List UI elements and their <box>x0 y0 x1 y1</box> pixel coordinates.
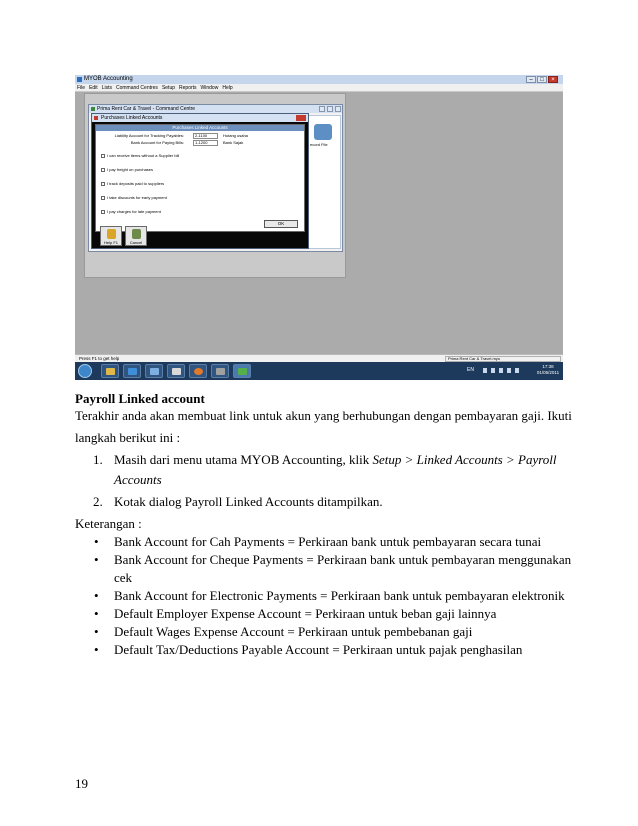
step-1-number: 1. <box>93 452 103 467</box>
option-label: I track deposits paid to suppliers <box>107 181 165 186</box>
checkbox[interactable] <box>101 182 105 186</box>
status-bar <box>75 354 563 362</box>
document-icon <box>172 368 181 375</box>
liability-account-field[interactable]: 2-1100 <box>193 133 218 139</box>
help-button[interactable] <box>100 226 122 246</box>
taskbar-media-button[interactable] <box>123 364 141 378</box>
close-button[interactable]: × <box>548 76 558 83</box>
network-icon[interactable] <box>499 368 503 373</box>
record-file-icon[interactable] <box>314 124 332 140</box>
liability-account-label: Liability Account for Tracking Payables: <box>114 133 184 138</box>
menu-window[interactable]: Window <box>200 85 219 91</box>
bullet-item: Default Tax/Deductions Payable Account = Perkiraan untuk pajak penghasilan <box>114 642 523 657</box>
bullet-item: Bank Account for Cah Payments = Perkiraan bank untuk pembayaran secara tunai <box>114 534 542 549</box>
cc-maximize-button[interactable] <box>327 106 333 112</box>
command-centre-title: Prima Rent Car & Travel - Command Centre <box>97 106 196 112</box>
step-1-text <box>114 452 557 467</box>
media-icon <box>128 368 137 375</box>
command-centre-title-bar <box>89 105 342 113</box>
liability-account-name: Hutang usaha <box>223 133 248 138</box>
tray-arrow-icon[interactable] <box>483 368 487 373</box>
clock[interactable] <box>535 364 561 376</box>
command-centre-icon <box>91 107 95 111</box>
command-centre-side-panel <box>307 115 341 249</box>
bullet-marker: • <box>94 552 99 567</box>
checkbox[interactable] <box>101 154 105 158</box>
menu-edit[interactable]: Edit <box>89 85 98 91</box>
menu-setup[interactable]: Setup <box>161 85 176 91</box>
bullet-item: Bank Account for Electronic Payments = Perkiraan bank untuk pembayaran elektronik <box>114 588 565 603</box>
dialog-title: Purchases Linked Accounts <box>101 115 163 121</box>
step-1-menu-path-cont: Accounts <box>114 472 162 487</box>
step-1-text-plain: Masih dari menu utama MYOB Accounting, klik <box>114 452 373 467</box>
dialog-icon <box>94 116 98 120</box>
minimize-button[interactable]: – <box>526 76 536 83</box>
taskbar-explorer-button[interactable] <box>101 364 119 378</box>
cc-close-button[interactable] <box>335 106 341 112</box>
liability-account-row <box>96 133 304 139</box>
menu-lists[interactable]: Lists <box>101 85 112 91</box>
flag-icon[interactable] <box>491 368 495 373</box>
cancel-button-label: Cancel <box>129 240 143 245</box>
step-2-number: 2. <box>93 494 103 509</box>
menu-help[interactable]: Help <box>222 85 233 91</box>
start-button[interactable] <box>78 364 92 378</box>
taskbar-picture-button[interactable] <box>145 364 163 378</box>
bank-account-label: Bank Account for Paying Bills: <box>130 140 184 145</box>
option-label: I can receive items without a Supplier bill <box>107 153 180 158</box>
option-label: I pay freight on purchases <box>107 167 154 172</box>
ok-button[interactable]: OK <box>264 220 298 228</box>
step-1-text-cont <box>114 472 162 487</box>
clock-time: 17:38 <box>542 364 554 369</box>
section-heading: Payroll Linked account <box>75 391 205 406</box>
dialog-close-button[interactable] <box>296 115 306 121</box>
menu-bar <box>75 84 563 92</box>
windows-taskbar <box>75 362 563 380</box>
dialog-panel <box>95 124 305 232</box>
menu-reports[interactable]: Reports <box>179 85 197 91</box>
myob-icon <box>238 368 247 375</box>
bullet-marker: • <box>94 606 99 621</box>
clock-date: 01/05/2011 <box>536 370 560 375</box>
app-title: MYOB Accounting <box>84 76 133 82</box>
myob-app-icon <box>77 77 82 82</box>
language-indicator[interactable]: EN <box>467 367 474 373</box>
cc-minimize-button[interactable] <box>319 106 325 112</box>
menu-file[interactable]: File <box>77 85 86 91</box>
option-label: I pay charges for late payment <box>107 209 161 214</box>
bullet-item: Default Wages Expense Account = Perkiraan untuk pembebanan gaji <box>114 624 473 639</box>
system-tray <box>465 362 563 380</box>
maximize-button[interactable]: □ <box>537 76 547 83</box>
cancel-icon <box>132 229 141 239</box>
bullet-marker: • <box>94 534 99 549</box>
dialog-header: Purchases Linked Accounts <box>96 125 304 131</box>
step-1-menu-path: Setup > Linked Accounts > Payroll <box>372 452 557 467</box>
bullet-item: Default Employer Expense Account = Perkiraan untuk beban gaji lainnya <box>114 606 497 621</box>
help-button-label: Help F1 <box>103 240 118 245</box>
app-icon <box>216 368 225 375</box>
checkbox[interactable] <box>101 196 105 200</box>
bank-account-name: Bank Sajak <box>223 140 244 145</box>
status-file-name: Prima Rent Car & Travel.myo <box>445 356 561 362</box>
dialog-title-bar <box>92 114 308 122</box>
taskbar-firefox-button[interactable] <box>189 364 207 378</box>
volume-icon[interactable] <box>507 368 511 373</box>
app-title-bar <box>75 75 563 84</box>
bullet-item: Bank Account for Cheque Payments = Perkiraan bank untuk pembayaran menggunakan <box>114 552 572 567</box>
battery-icon[interactable] <box>515 368 519 373</box>
checkbox[interactable] <box>101 210 105 214</box>
purchases-linked-accounts-dialog <box>91 113 309 249</box>
cancel-button[interactable] <box>125 226 147 246</box>
option-label: I take discounts for early payment <box>107 195 167 200</box>
taskbar-myob-button[interactable] <box>233 364 251 378</box>
intro-line-2: langkah berikut ini : <box>75 430 181 445</box>
status-help-text: Press F1 to get help <box>79 356 120 361</box>
bullet-marker: • <box>94 642 99 657</box>
taskbar-document-button[interactable] <box>167 364 185 378</box>
picture-icon <box>150 368 159 375</box>
keterangan-label: Keterangan : <box>75 516 142 531</box>
record-file-label: ecord File <box>310 142 328 147</box>
bank-account-row <box>96 140 304 146</box>
page-number: 19 <box>75 776 88 791</box>
folder-icon <box>106 368 115 375</box>
taskbar-app-button[interactable] <box>211 364 229 378</box>
intro-line-1: Terakhir anda akan membuat link untuk akun yang berhubungan dengan pembayaran gaji. Ikuti <box>75 408 572 423</box>
bullet-marker: • <box>94 588 99 603</box>
bullet-marker: • <box>94 624 99 639</box>
checkbox[interactable] <box>101 168 105 172</box>
myob-screenshot <box>75 75 563 380</box>
bullet-item-cont: cek <box>114 570 133 585</box>
firefox-icon <box>194 368 203 375</box>
menu-command-centres[interactable]: Command Centres <box>115 85 158 91</box>
step-2-text: Kotak dialog Payroll Linked Accounts ditampilkan. <box>114 494 383 509</box>
bank-account-field[interactable]: 1-1200 <box>193 140 218 146</box>
question-icon <box>107 229 116 239</box>
